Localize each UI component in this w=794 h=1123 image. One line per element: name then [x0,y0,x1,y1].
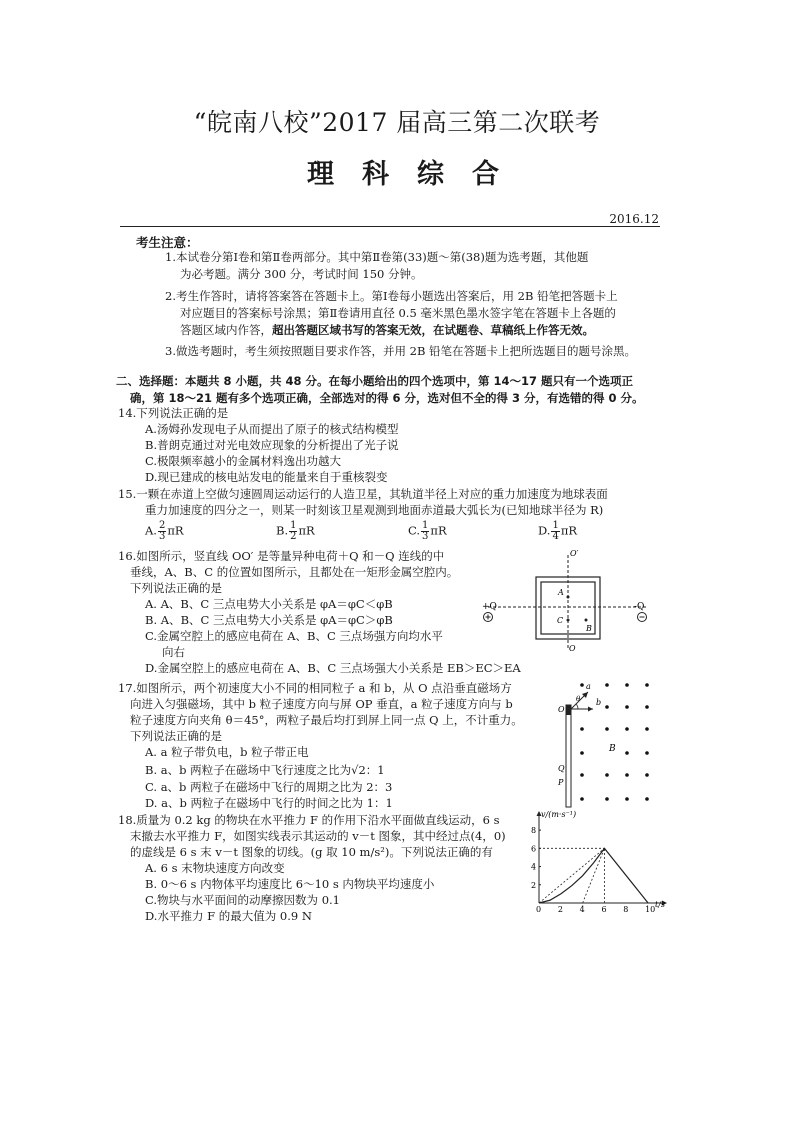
question-17-stem: 下列说法正确的是 [130,729,222,743]
point-c-label: C [557,616,564,625]
question-18-stem: 的虚线是 6 s 末 v－t 图象的切线。(g 取 10 m/s²)。下列说法正确的有 [130,845,493,859]
question-17-option: B. a、b 两粒子在磁场中飞行速度之比为√2：1 [145,763,385,777]
question-15-option-c: C. $\frac{1}{3}$ πR [408,520,447,542]
subject-title: 理科综合 [307,159,527,190]
chart-y-label: v/(m·s⁻¹) [541,810,577,819]
question-18-option: D.水平推力 F 的最大值为 0.9 N [145,909,312,923]
question-18-option: B. 0～6 s 内物体平均速度比 6～10 s 内物块平均速度小 [145,877,435,891]
fraction: $\frac{1}{4}$ [552,520,559,542]
chart-axes [537,811,668,906]
point-b-label: B [586,624,592,633]
notice-line: 3.做选考题时，考生须按照题目要求作答，并用 2B 铅笔在答题卡上把所选题目的题号涂黑。 [165,344,637,358]
question-16-option: A. A、B、C 三点电势大小关系是 φA＝φC＜φB [145,597,393,611]
x-tick-label: 10 [645,905,656,913]
x-tick-label: 6 [601,905,607,913]
particle-b-label: b [596,698,602,707]
question-18-stem: 18.质量为 0.2 kg 的物块在水平推力 F 的作用下沿水平面做直线运动，6 s [118,813,500,827]
notice-line: 答题区域内作答， [180,323,272,337]
y-tick-label: 2 [531,880,537,890]
question-14-option: B.普朗克通过对光电效应现象的分析提出了光子说 [145,438,399,452]
notice-line-with-warning [180,322,594,339]
x-tick-label: 4 [579,905,585,913]
question-16-option: D.金属空腔上的感应电荷在 A、B、C 三点场强大小关系是 EB＞EC＞EA [145,661,521,675]
y-tick-label: 8 [531,826,537,836]
plus-charge-label: +Q [482,602,497,612]
notice-line: 对应题目的答案标号涂黑；第Ⅱ卷请用直径 0.5 毫米黑色墨水签字笔在答题卡上各题的 [180,306,616,320]
chart-series [539,848,648,903]
q16-figure [478,545,658,655]
y-tick-label: 6 [531,844,537,854]
o-prime-label: O′ [570,549,579,558]
question-16-option: C.金属空腔上的感应电荷在 A、B、C 三点场强方向均水平 [145,629,443,643]
theta-label: θ [576,695,581,703]
point-a-label: A [558,588,564,597]
x-tick-label: 0 [536,905,542,913]
question-16-option: B. A、B、C 三点电势大小关系是 φA＝φC＞φB [145,613,393,627]
question-16-stem: 垂线，A、B、C 的位置如图所示，且都处在一矩形金属空腔内。 [130,565,459,579]
minus-charge-label: -Q [634,602,645,612]
question-14-option: D.现已建成的核电站发电的能量来自于重核裂变 [145,470,388,484]
question-16-option: 向右 [162,645,185,659]
x-tick-label: 8 [623,905,629,913]
question-14-option: C.极限频率越小的金属材料逸出功越大 [145,454,342,468]
header-rule [120,226,660,227]
notice-line: 为必考题。满分 300 分，考试时间 150 分钟。 [180,267,423,281]
question-18-option: A. 6 s 末物块速度方向改变 [145,861,285,875]
question-17-option: D. a、b 两粒子在磁场中飞行的时间之比为 1：1 [145,796,393,810]
question-18-option: C.物块与水平面间的动摩擦因数为 0.1 [145,893,340,907]
exam-date: 2016.12 [609,212,659,226]
notice-warning: 超出答题区域书写的答案无效，在试题卷、草稿纸上作答无效。 [272,323,594,337]
question-15-option-d: D. $\frac{1}{4}$ πR [538,520,578,542]
question-17-option: C. a、b 两粒子在磁场中飞行的周期之比为 2：3 [145,780,393,794]
vt-dashed-line [583,848,605,903]
chart-x-label: t/s [655,900,666,909]
question-15-option-a: A. $\frac{2}{3}$ πR [145,520,184,542]
field-dots [580,683,649,801]
q17-magnetic-field-figure [555,675,665,815]
notice-heading: 考生注意： [136,235,199,250]
question-15-stem: 15.一颗在赤道上空做匀速圆周运动运行的人造卫星，其轨道半径上对应的重力加速度为地球表面 [118,487,608,501]
fraction: $\frac{1}{3}$ [422,520,429,542]
origin-label: O [558,705,565,714]
particle-a-label: a [586,682,591,691]
field-b-label: B [609,744,616,754]
question-14-stem: 14.下列说法正确的是 [118,406,229,420]
vt-dashed-line [539,848,604,903]
x-tick-label: 2 [557,905,563,913]
point-p-label: P [558,778,564,787]
question-14-option: A.汤姆孙发现电子从而提出了原子的核式结构模型 [145,422,399,436]
exam-title: “皖南八校”2017 届高三第二次联考 [193,108,601,137]
question-16-stem: 16.如图所示，竖直线 OO′ 是等量异种电荷＋Q 和－Q 连线的中 [118,549,445,563]
section-heading: 确，第 18～21 题有多个选项正确，全部选对的得 6 分，选对但不全的得 3 分，有选错的得 0 分。 [130,391,644,405]
section-heading: 二、选择题：本题共 8 小题，共 48 分。在每小题给出的四个选项中，第 14～17 题只有一个选项正 [116,374,634,388]
question-17-stem: 粒子速度方向夹角 θ＝45°，两粒子最后均打到屏上同一点 Q 上，不计重力。 [130,713,523,727]
point-q-label: Q [558,764,565,773]
question-17-stem: 向进入匀强磁场，其中 b 粒子速度方向与屏 OP 垂直，a 粒子速度方向与 b [130,697,513,711]
question-16-stem: 下列说法正确的是 [130,581,222,595]
question-17-stem: 17.如图所示，两个初速度大小不同的相同粒子 a 和 b，从 O 点沿垂直磁场方 [118,681,512,695]
fraction: $\frac{2}{3}$ [158,520,166,542]
question-17-option: A. a 粒子带负电，b 粒子带正电 [145,745,309,759]
notice-line: 2.考生作答时，请将答案答在答题卡上。第Ⅰ卷每小题选出答案后，用 2B 铅笔把答题卡上 [165,289,618,303]
y-tick-label: 4 [531,862,537,872]
notice-line: 1.本试卷分第Ⅰ卷和第Ⅱ卷两部分。其中第Ⅱ卷第(33)题～第(38)题为选考题，其他题 [165,250,589,264]
fraction: $\frac{1}{2}$ [290,520,297,542]
question-15-option-b: B. $\frac{1}{2}$ πR [276,520,315,542]
q18-vt-chart [525,808,675,913]
o-label: O [569,644,576,653]
question-18-stem: 末撤去水平推力 F，如图实线表示其运动的 v－t 图象，其中经过点(4，0) [130,829,506,843]
question-15-stem: 重力加速度的四分之一，则某一时刻该卫星观测到地面赤道最大弧长为(已知地球半径为 R) [145,503,604,517]
